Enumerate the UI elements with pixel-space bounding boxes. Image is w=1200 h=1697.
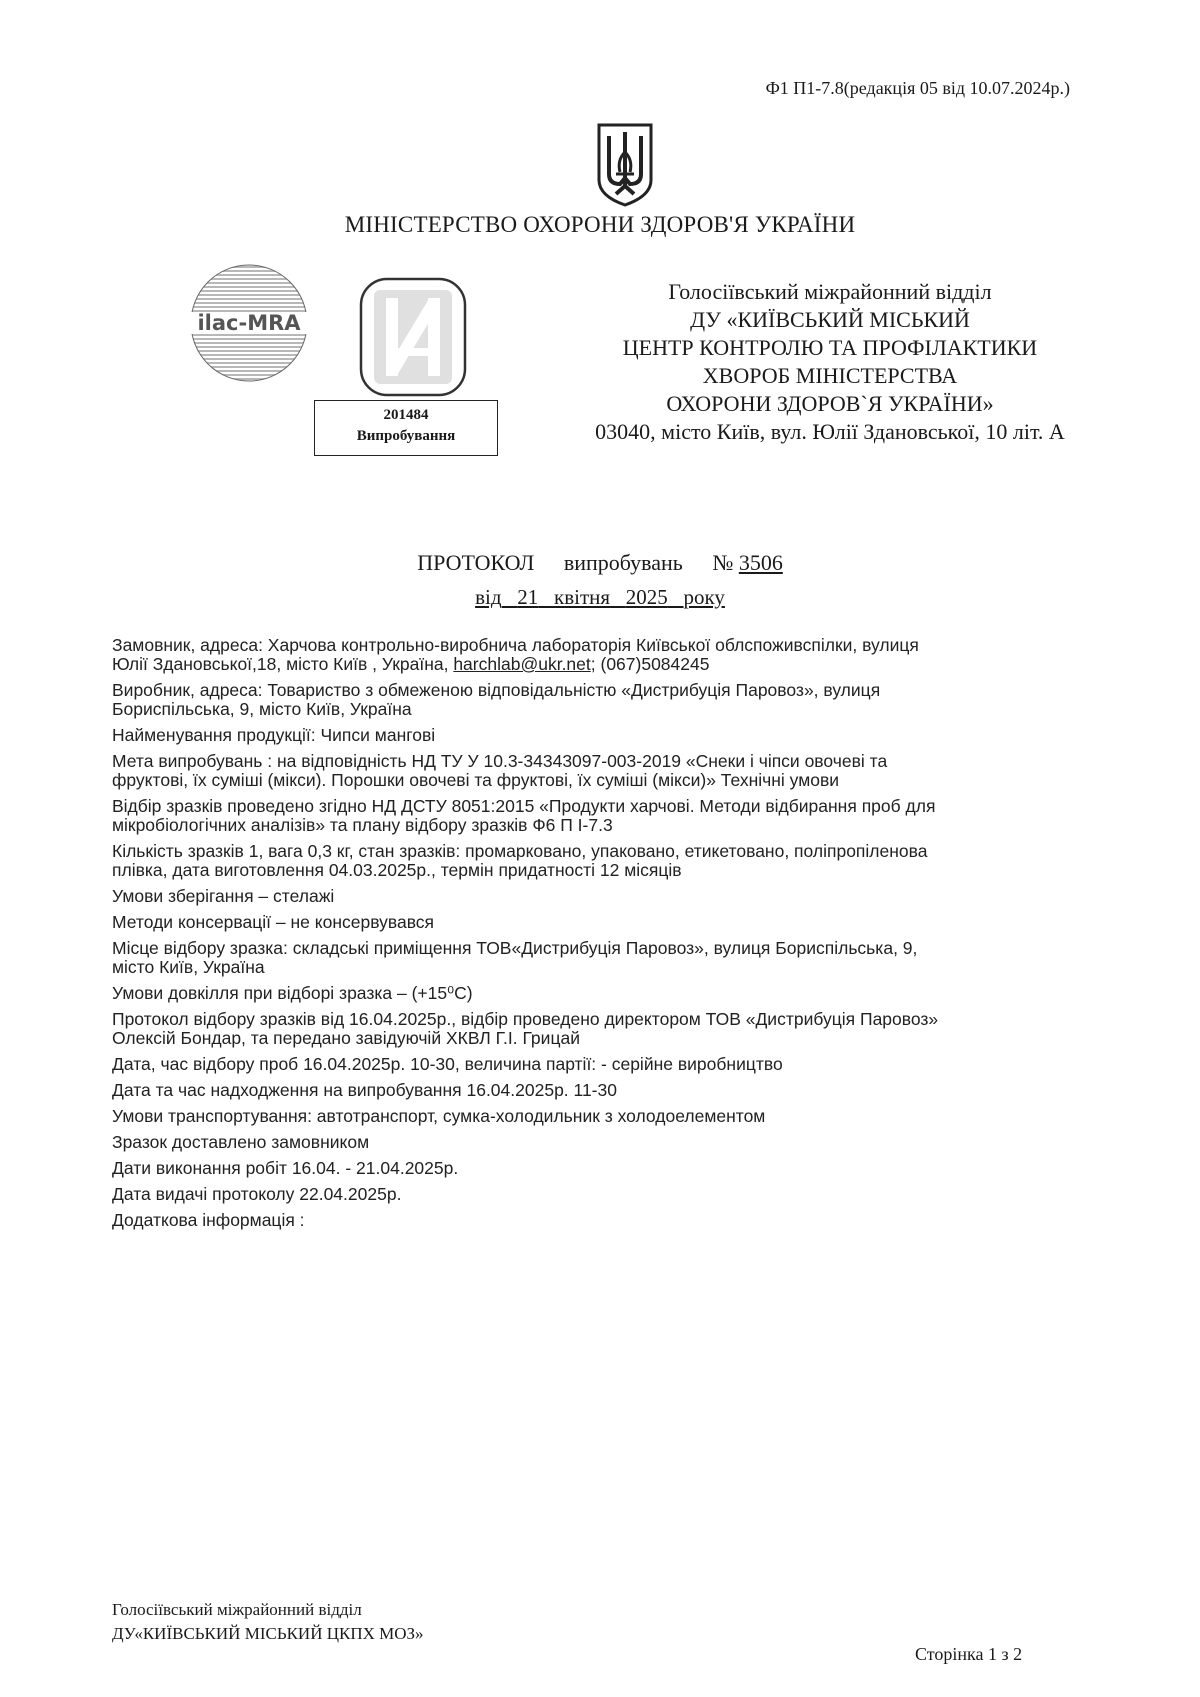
- accreditation-number: 201484: [383, 407, 429, 423]
- place-line: місто Київ, Україна: [112, 957, 265, 977]
- page-current: 1: [988, 1644, 997, 1664]
- sampling-protocol-line: Олексій Бондар, та передано завідуючій ХКВЛ Г.І. Грицай: [112, 1028, 580, 1048]
- storage-field: Умови зберігання – стелажі: [112, 886, 335, 906]
- page-total: 2: [1013, 1644, 1023, 1664]
- work-dates-field: Дати виконання робіт 16.04. - 21.04.2025р.: [112, 1158, 459, 1178]
- customer-line: [112, 655, 1122, 674]
- sampling-protocol-line: Протокол відбору зразків від 16.04.2025р., відбір проведено директором ТОВ «Дистрибуція Паровоз»: [112, 1009, 939, 1029]
- accreditation-box: [314, 400, 498, 456]
- purpose-line: Мета випробувань : на відповідність НД ТУ У 10.3-34343097-003-2019 «Снеки і чіпси овочеві та: [112, 751, 888, 771]
- trident-icon: [596, 122, 654, 208]
- date-month: квітня: [554, 585, 611, 609]
- place-line: Місце відбору зразка: складські приміщення ТОВ«Дистрибуція Паровоз», вулиця Бориспільська, 9,: [112, 938, 918, 958]
- purpose-line: фруктові, їх суміші (мікси). Порошки овочеві та фруктові, їх суміші (мікси)» Технічні умови: [112, 770, 840, 790]
- footer-org-line: Голосіївський міжрайонний відділ: [112, 1600, 362, 1619]
- quantity-line: Кількість зразків 1, вага 0,3 кг, стан зразків: промарковано, упаковано, етикетовано, поліпропіленова: [112, 841, 928, 861]
- environment-field: Умови довкілля при відборі зразка – (+15⁰С): [112, 983, 473, 1003]
- quantity-field: [112, 842, 1122, 880]
- org-address: 03040, місто Київ, вул. Юлії Здановської, 10 літ. А: [595, 419, 1065, 444]
- ministry-title: МІНІСТЕРСТВО ОХОРОНИ ЗДОРОВ'Я УКРАЇНИ: [344, 212, 856, 237]
- protocol-date: [0, 585, 1200, 610]
- protocol-number: 3506: [738, 550, 783, 575]
- customer-field: [112, 636, 1122, 674]
- org-line: ОХОРОНИ ЗДОРОВ`Я УКРАЇНИ»: [666, 391, 994, 416]
- organization-block: [560, 278, 1100, 446]
- receipt-datetime-field: Дата та час надходження на випробування 16.04.2025р. 11-30: [112, 1080, 617, 1100]
- manufacturer-field: [112, 681, 1122, 719]
- ilac-mra-logo: [188, 262, 310, 384]
- protocol-subtitle: випробувань: [563, 550, 683, 575]
- delivered-field: Зразок доставлено замовником: [112, 1132, 370, 1152]
- issue-date-field: Дата видачі протоколу 22.04.2025р.: [112, 1184, 402, 1204]
- manufacturer-line: Виробник, адреса: Товариство з обмеженою відповідальністю «Дистрибуція Паровоз», вулиця: [112, 680, 881, 700]
- certification-logo: [358, 276, 468, 398]
- org-line: ДУ «КИЇВСЬКИЙ МІСЬКИЙ: [690, 307, 970, 332]
- date-suffix: року: [683, 585, 725, 609]
- org-line: Голосіївський міжрайонний відділ: [668, 279, 992, 304]
- protocol-fields: [112, 636, 1122, 1237]
- customer-line: Замовник, адреса: Харчова контрольно-виробнича лабораторія Київської облспоживспілки, вулиця: [112, 635, 919, 655]
- customer-email-link[interactable]: harchlab@ukr.net: [453, 654, 591, 674]
- accreditation-type: Випробування: [356, 428, 456, 444]
- sampling-protocol-field: [112, 1010, 1122, 1048]
- footer-organization: [112, 1598, 424, 1646]
- page-number: [915, 1644, 1022, 1665]
- date-year: 2025: [625, 585, 668, 609]
- date-prefix: від: [475, 585, 502, 609]
- protocol-number-sign: №: [712, 550, 734, 575]
- additional-info-field: Додаткова інформація :: [112, 1210, 305, 1230]
- page-label: Сторінка: [915, 1644, 984, 1664]
- org-line: ХВОРОБ МІНІСТЕРСТВА: [702, 363, 958, 388]
- manufacturer-line: Бориспільська, 9, місто Київ, Україна: [112, 699, 412, 719]
- ilac-logo-text: ilac-MRA: [197, 311, 301, 335]
- quantity-line: плівка, дата виготовлення 04.03.2025р., термін придатності 12 місяців: [112, 860, 682, 880]
- date-day: 21: [517, 585, 539, 609]
- sampling-datetime-field: Дата, час відбору проб 16.04.2025р. 10-30, величина партії: - серійне виробництво: [112, 1054, 783, 1074]
- form-code: Ф1 П1-7.8(редакція 05 від 10.07.2024р.): [765, 78, 1070, 98]
- product-field: Найменування продукції: Чипси мангові: [112, 725, 436, 745]
- preservation-field: Методи консервації – не консервувався: [112, 912, 435, 932]
- sampling-line: Відбір зразків проведено згідно НД ДСТУ 8051:2015 «Продукти харчові. Методи відбирання проб для: [112, 796, 936, 816]
- sampling-line: мікробіологічних аналізів» та плану відбору зразків Ф6 П І-7.3: [112, 815, 613, 835]
- place-field: [112, 939, 1122, 977]
- page-sep: з: [1001, 1644, 1009, 1664]
- purpose-field: [112, 752, 1122, 790]
- footer-org-line: ДУ«КИЇВСЬКИЙ МІСЬКИЙ ЦКПХ МОЗ»: [112, 1624, 424, 1643]
- customer-phone: ; (067)5084245: [590, 654, 710, 674]
- transport-field: Умови транспортування: автотранспорт, сумка-холодильник з холодоелементом: [112, 1106, 766, 1126]
- org-line: ЦЕНТР КОНТРОЛЮ ТА ПРОФІЛАКТИКИ: [622, 335, 1038, 360]
- protocol-word: ПРОТОКОЛ: [417, 550, 535, 575]
- customer-address: Юлії Здановської,18, місто Київ , Україна,: [112, 654, 454, 674]
- sampling-field: [112, 797, 1122, 835]
- protocol-title: [0, 550, 1200, 576]
